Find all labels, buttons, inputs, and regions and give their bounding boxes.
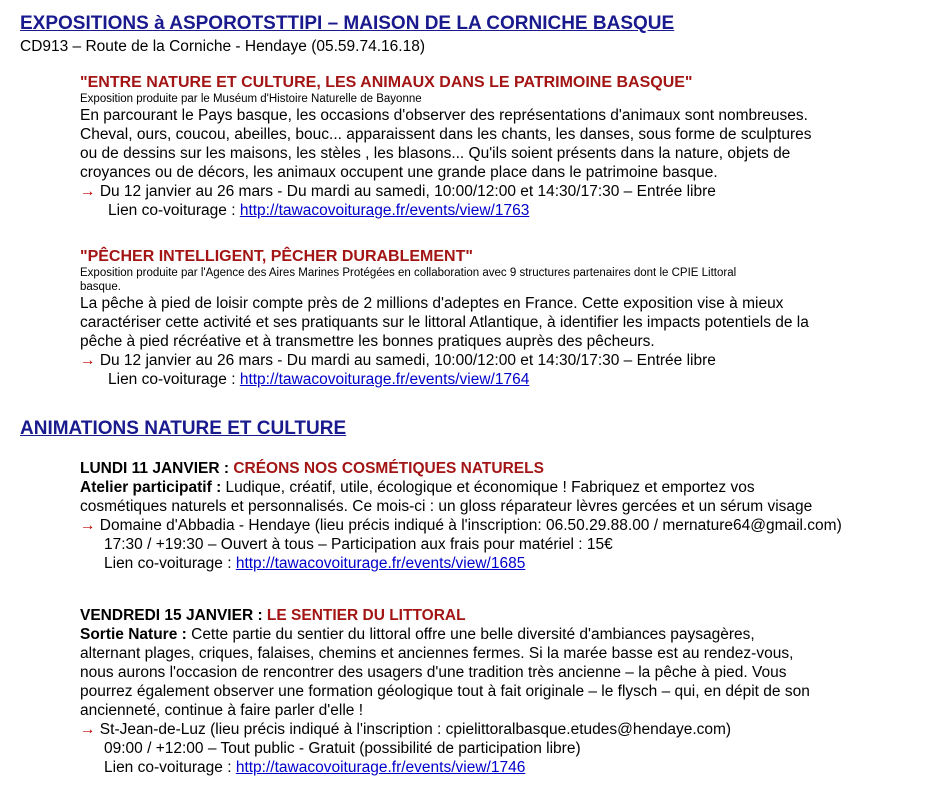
animation-1-time: 17:30 / +19:30 – Ouvert à tous – Participation aux frais pour matériel : 15€ xyxy=(104,536,613,553)
exposition-2-desc-line: La pêche à pied de loisir compte près de 2 millions d'adeptes en France. Cette exposition vise à mieux xyxy=(80,295,784,312)
covoiturage-link[interactable]: http://tawacovoiturage.fr/events/view/1764 xyxy=(239,371,530,388)
exposition-2-dates xyxy=(80,351,880,370)
exposition-1 xyxy=(80,73,880,220)
covoiturage-link[interactable]: http://tawacovoiturage.fr/events/view/1685 xyxy=(235,555,526,572)
covoiturage-label: Lien co-voiturage : xyxy=(104,555,236,572)
exposition-2 xyxy=(80,247,880,389)
animation-2-desc-line xyxy=(80,625,900,644)
animation-1-heading xyxy=(80,459,900,478)
exposition-1-desc-line: ou de dessins sur les maisons, les stèles , les blasons... Qu'ils soient présents dans la nature, objets de xyxy=(80,145,791,162)
animation-1-desc-line xyxy=(80,478,900,497)
expositions-address: CD913 – Route de la Corniche - Hendaye (05.59.74.16.18) xyxy=(20,38,425,55)
exposition-1-desc-line: Cheval, ours, coucou, abeilles, bouc... apparaissent dans les chants, les danses, sous forme de sculptures xyxy=(80,126,812,143)
arrow-right-icon: → xyxy=(80,721,96,738)
exposition-2-desc-line: caractériser cette activité et ses pratiquants sur le littoral Atlantique, à identifier les impacts potentiels de la xyxy=(80,314,809,331)
animation-1-covoiturage xyxy=(80,554,900,573)
animation-2-date: VENDREDI 15 JANVIER : xyxy=(80,607,267,624)
animation-2-place-text: St-Jean-de-Luz (lieu précis indiqué à l'inscription : cpielittoralbasque.etudes@hendaye.com) xyxy=(95,721,732,738)
animation-2-type: Sortie Nature : xyxy=(80,626,187,643)
animation-1-name: CRÉONS NOS COSMÉTIQUES NATURELS xyxy=(233,460,544,477)
exposition-1-desc-line: croyances ou de décors, les animaux occupent une grande place dans le patrimoine basque. xyxy=(80,164,718,181)
exposition-1-producer: Exposition produite par le Muséum d'Histoire Naturelle de Bayonne xyxy=(80,93,422,105)
exposition-2-producer-line: basque. xyxy=(80,281,121,293)
covoiturage-link[interactable]: http://tawacovoiturage.fr/events/view/1746 xyxy=(235,759,526,776)
covoiturage-label: Lien co-voiturage : xyxy=(108,202,240,219)
animation-1-date: LUNDI 11 JANVIER : xyxy=(80,460,234,477)
animation-2-name: LE SENTIER DU LITTORAL xyxy=(266,607,466,624)
animation-1-place-text: Domaine d'Abbadia - Hendaye (lieu précis indiqué à l'inscription: 06.50.29.88.00 / mernature64@gmail.com) xyxy=(95,517,842,534)
animation-1-place xyxy=(80,516,900,535)
exposition-1-covoiturage xyxy=(80,201,880,220)
animation-2-place xyxy=(80,720,900,739)
animation-2-desc-line: ancienneté, continue à faire parler d'elle ! xyxy=(80,702,364,719)
animation-1-type: Atelier participatif : xyxy=(80,479,222,496)
animation-2-desc-text: Cette partie du sentier du littoral offre une belle diversité d'ambiances paysagères, xyxy=(186,626,755,643)
animation-2 xyxy=(80,606,900,777)
animation-1-desc-line: cosmétiques naturels et personnalisés. Ce mois-ci : un gloss réparateur lèvres gercées et un sérum visage xyxy=(80,498,813,515)
exposition-1-desc-line: En parcourant le Pays basque, les occasions d'observer des représentations d'animaux sont nombreuses. xyxy=(80,107,808,124)
exposition-1-dates-text: Du 12 janvier au 26 mars - Du mardi au samedi, 10:00/12:00 et 14:30/17:30 – Entrée libre xyxy=(99,183,716,200)
covoiturage-link[interactable]: http://tawacovoiturage.fr/events/view/1763 xyxy=(239,202,530,219)
exposition-2-desc-line: pêche à pied récréative et à transmettre les bonnes pratiques auprès des pêcheurs. xyxy=(80,333,655,350)
animation-2-desc-line: alternant plages, criques, falaises, chemins et anciennes fermes. Si la marée basse est au rendez-vous, xyxy=(80,645,794,662)
covoiturage-label: Lien co-voiturage : xyxy=(104,759,236,776)
exposition-2-title: "PÊCHER INTELLIGENT, PÊCHER DURABLEMENT" xyxy=(80,248,473,265)
exposition-1-dates xyxy=(80,182,880,201)
arrow-right-icon: → xyxy=(80,517,96,534)
animation-1 xyxy=(80,459,900,573)
covoiturage-label: Lien co-voiturage : xyxy=(108,371,240,388)
arrow-right-icon: → xyxy=(80,352,96,369)
exposition-1-title: "ENTRE NATURE ET CULTURE, LES ANIMAUX DANS LE PATRIMOINE BASQUE" xyxy=(80,74,693,91)
exposition-2-dates-text: Du 12 janvier au 26 mars - Du mardi au samedi, 10:00/12:00 et 14:30/17:30 – Entrée libre xyxy=(99,352,716,369)
animation-2-desc-line: nous aurons l'occasion de rencontrer des usagers d'une tradition très ancienne – la pêche à pied. Vous xyxy=(80,664,787,681)
animation-2-desc-line: pourrez également observer une formation géologique tout à fait originale – le flysch – qui, en dépit de son xyxy=(80,683,810,700)
exposition-2-covoiturage xyxy=(80,370,880,389)
animation-2-covoiturage xyxy=(80,758,900,777)
expositions-title: EXPOSITIONS à ASPOROTSTTIPI – MAISON DE LA CORNICHE BASQUE xyxy=(20,13,675,34)
exposition-2-producer-line: Exposition produite par l'Agence des Aires Marines Protégées en collaboration avec 9 structures partenaires dont le CPIE Littoral xyxy=(80,267,737,279)
animation-1-desc-text: Ludique, créatif, utile, écologique et économique ! Fabriquez et emportez vos xyxy=(221,479,755,496)
animation-2-heading xyxy=(80,606,900,625)
animations-title: ANIMATIONS NATURE ET CULTURE xyxy=(20,418,347,439)
animation-2-time: 09:00 / +12:00 – Tout public - Gratuit (possibilité de participation libre) xyxy=(104,740,581,757)
arrow-right-icon: → xyxy=(80,183,96,200)
